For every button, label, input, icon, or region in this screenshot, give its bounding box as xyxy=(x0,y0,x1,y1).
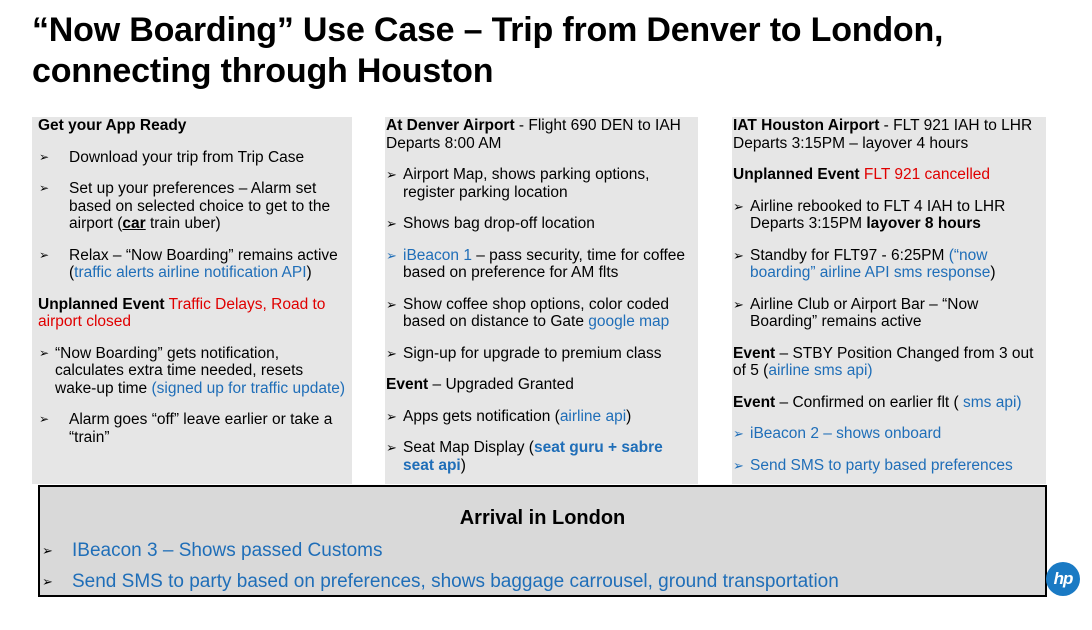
hp-logo: hp xyxy=(1046,562,1080,596)
list-item: ➢ Download your trip from Trip Case xyxy=(39,148,305,166)
column-heading: At Denver Airport - Flight 690 DEN to IAH Departs 8:00 AM xyxy=(386,117,681,152)
arrival-item: ➢ IBeacon 3 – Shows passed Customs xyxy=(42,540,383,561)
link-text: traffic alerts airline notification API xyxy=(74,264,307,281)
arrow-bullet-icon: ➢ xyxy=(386,345,397,361)
arrow-bullet-icon: ➢ xyxy=(733,296,744,312)
list-item: ➢ Standby for FLT97 - 6:25PM (“now boarding” airline API sms response) xyxy=(733,246,996,281)
arrow-bullet-icon: ➢ xyxy=(386,296,397,312)
event-line: Event – Upgraded Granted xyxy=(386,376,574,393)
arrow-bullet-icon: ➢ xyxy=(386,408,397,424)
arrow-bullet-icon: ➢ xyxy=(42,543,53,558)
column-get-app-ready xyxy=(32,117,352,484)
arrow-bullet-icon: ➢ xyxy=(39,181,50,195)
arrow-bullet-icon: ➢ xyxy=(386,247,397,263)
page-title: “Now Boarding” Use Case – Trip from Denver to London, connecting through Houston xyxy=(32,11,944,90)
arrow-bullet-icon: ➢ xyxy=(39,412,50,426)
list-item: ➢ Seat Map Display (seat guru + sabre seat api) xyxy=(386,439,663,474)
arrow-bullet-icon: ➢ xyxy=(39,345,50,360)
list-item: ➢ Relax – “Now Boarding” remains active (traffic alerts airline notification API) xyxy=(39,246,338,281)
list-item: ➢ iBeacon 2 – shows onboard xyxy=(733,425,942,442)
list-item: ➢ Apps gets notification (airline api) xyxy=(386,407,632,425)
event-line: Event – Confirmed on earlier flt ( sms api) xyxy=(733,393,1022,411)
event-line: Unplanned Event Traffic Delays, Road to airport closed xyxy=(38,295,326,330)
arrow-bullet-icon: ➢ xyxy=(733,426,744,441)
list-item: ➢ Send SMS to party based preferences xyxy=(733,456,1013,474)
list-item: ➢ iBeacon 1 – pass security, time for coffee based on preference for AM flts xyxy=(386,246,686,281)
list-item: ➢ Set up your preferences – Alarm set based on selected choice to get to the airport (car train uber) xyxy=(39,180,331,232)
arrow-bullet-icon: ➢ xyxy=(42,574,53,589)
list-item: ➢ Show coffee shop options, color coded based on distance to Gate google map xyxy=(386,295,670,330)
list-item: ➢ Sign-up for upgrade to premium class xyxy=(386,344,662,362)
arrow-bullet-icon: ➢ xyxy=(733,247,744,263)
arrow-bullet-icon: ➢ xyxy=(733,457,744,473)
list-item: ➢ “Now Boarding” gets notification, calculates extra time needed, resets wake-up time (signed up for traffic update) xyxy=(39,344,346,397)
list-item: ➢ Airline Club or Airport Bar – “Now Boarding” remains active xyxy=(733,295,979,330)
arrow-bullet-icon: ➢ xyxy=(386,440,397,455)
arrow-bullet-icon: ➢ xyxy=(733,198,744,214)
arrival-title: Arrival in London xyxy=(459,507,626,529)
arrow-bullet-icon: ➢ xyxy=(386,216,397,231)
list-item: ➢ Airport Map, shows parking options, register parking location xyxy=(386,166,650,201)
event-line: Event – STBY Position Changed from 3 out of 5 (airline sms api) xyxy=(733,344,1034,379)
column-heading: IAT Houston Airport - FLT 921 IAH to LHR Departs 3:15PM – layover 4 hours xyxy=(733,117,1033,152)
list-item: ➢ Shows bag drop-off location xyxy=(386,215,595,232)
event-line: Unplanned Event FLT 921 cancelled xyxy=(733,166,991,183)
arrow-bullet-icon: ➢ xyxy=(39,149,50,164)
arrival-item: ➢ Send SMS to party based on preferences, shows baggage carrousel, ground transportation xyxy=(42,571,839,592)
arrow-bullet-icon: ➢ xyxy=(386,167,397,182)
arrival-box xyxy=(38,485,1047,597)
arrow-bullet-icon: ➢ xyxy=(39,247,50,262)
column-houston-airport xyxy=(732,117,1046,484)
column-heading: Get your App Ready xyxy=(38,117,187,134)
list-item: ➢ Airline rebooked to FLT 4 IAH to LHR Departs 3:15PM layover 8 hours xyxy=(733,197,1006,232)
column-denver-airport xyxy=(385,117,698,484)
list-item: ➢ Alarm goes “off” leave earlier or take a “train” xyxy=(39,411,333,446)
